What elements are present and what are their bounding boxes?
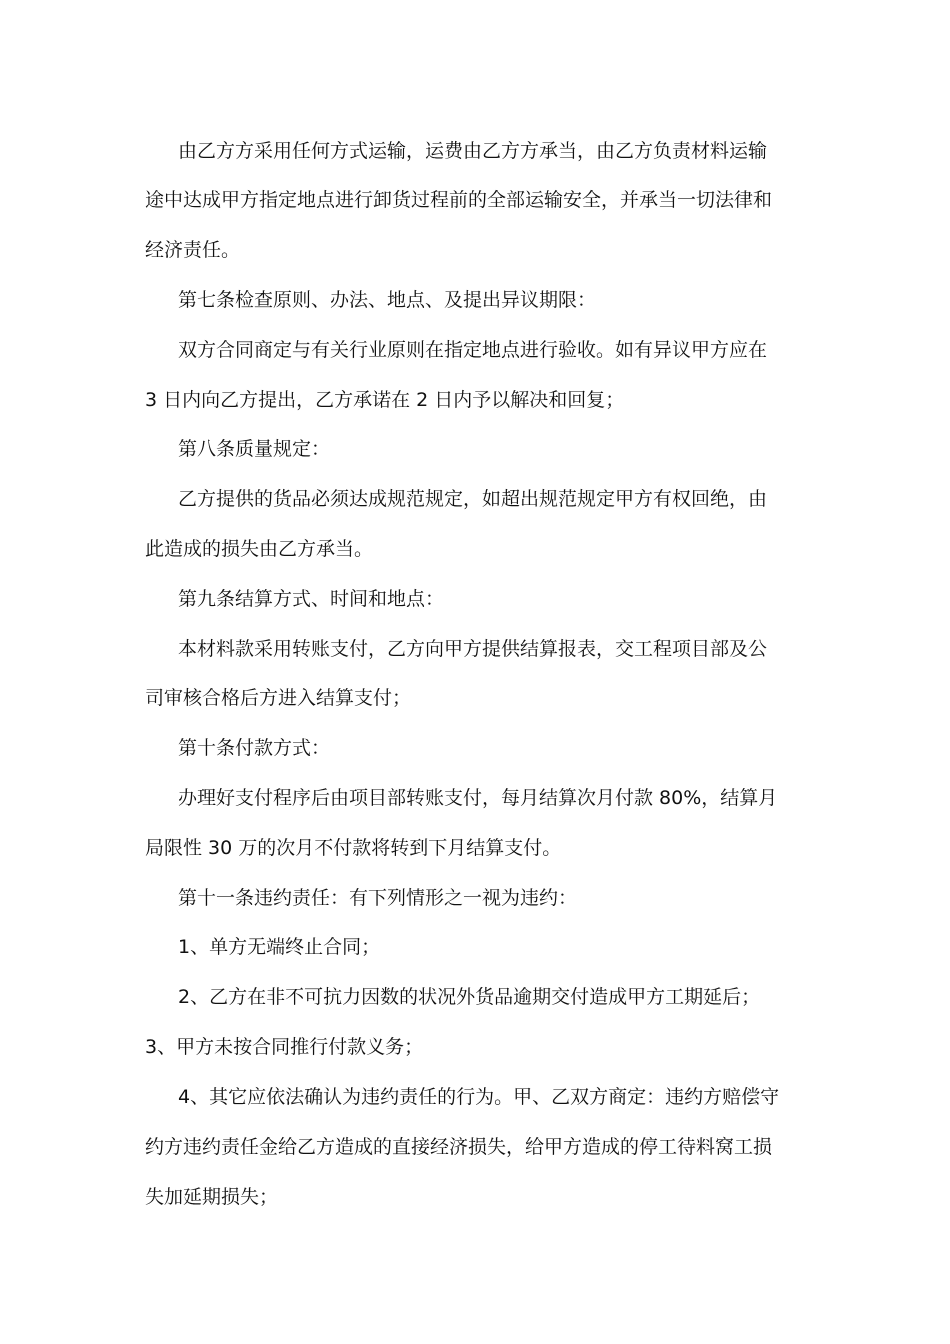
list-item: 1、单方无端终止合同； xyxy=(178,936,381,958)
text-line: 本材料款采用转账支付，乙方向甲方提供结算报表，交工程项目部及公 xyxy=(178,638,768,660)
section-heading-article-11: 第十一条违约责任：有下列情形之一视为违约： xyxy=(178,887,578,909)
section-heading-article-8: 第八条质量规定： xyxy=(178,438,331,460)
list-item: 2、乙方在非不可抗力因数的状况外货品逾期交付造成甲方工期延后； xyxy=(178,986,761,1008)
list-item: 4、其它应依法确认为违约责任的行为。甲、乙双方商定：违约方赔偿守 xyxy=(178,1086,780,1108)
text-line: 办理好支付程序后由项目部转账支付，每月结算次月付款 80%，结算月 xyxy=(178,787,778,809)
list-item: 3、甲方未按合同推行付款义务； xyxy=(145,1036,424,1058)
text-line: 局限性 30 万的次月不付款将转到下月结算支付。 xyxy=(145,837,562,859)
text-line: 约方违约责任金给乙方造成的直接经济损失，给甲方造成的停工待料窝工损 xyxy=(145,1136,773,1158)
text-line: 此造成的损失由乙方承当。 xyxy=(145,538,374,560)
text-line: 途中达成甲方指定地点进行卸货过程前的全部运输安全，并承当一切法律和 xyxy=(145,189,773,211)
text-line: 由乙方方采用任何方式运输，运费由乙方方承当，由乙方负责材料运输 xyxy=(178,140,768,162)
section-heading-article-7: 第七条检查原则、办法、地点、及提出异议期限： xyxy=(178,289,597,311)
text-line: 失加延期损失； xyxy=(145,1186,279,1208)
text-line: 3 日内向乙方提出，乙方承诺在 2 日内予以解决和回复； xyxy=(145,389,625,411)
text-line: 经济责任。 xyxy=(145,239,241,261)
text-line: 乙方提供的货品必须达成规范规定，如超出规范规定甲方有权回绝，由 xyxy=(178,488,768,510)
section-heading-article-10: 第十条付款方式： xyxy=(178,737,331,759)
text-line: 司审核合格后方进入结算支付； xyxy=(145,687,412,709)
text-line: 双方合同商定与有关行业原则在指定地点进行验收。如有异议甲方应在 xyxy=(178,339,768,361)
section-heading-article-9: 第九条结算方式、时间和地点： xyxy=(178,588,445,610)
